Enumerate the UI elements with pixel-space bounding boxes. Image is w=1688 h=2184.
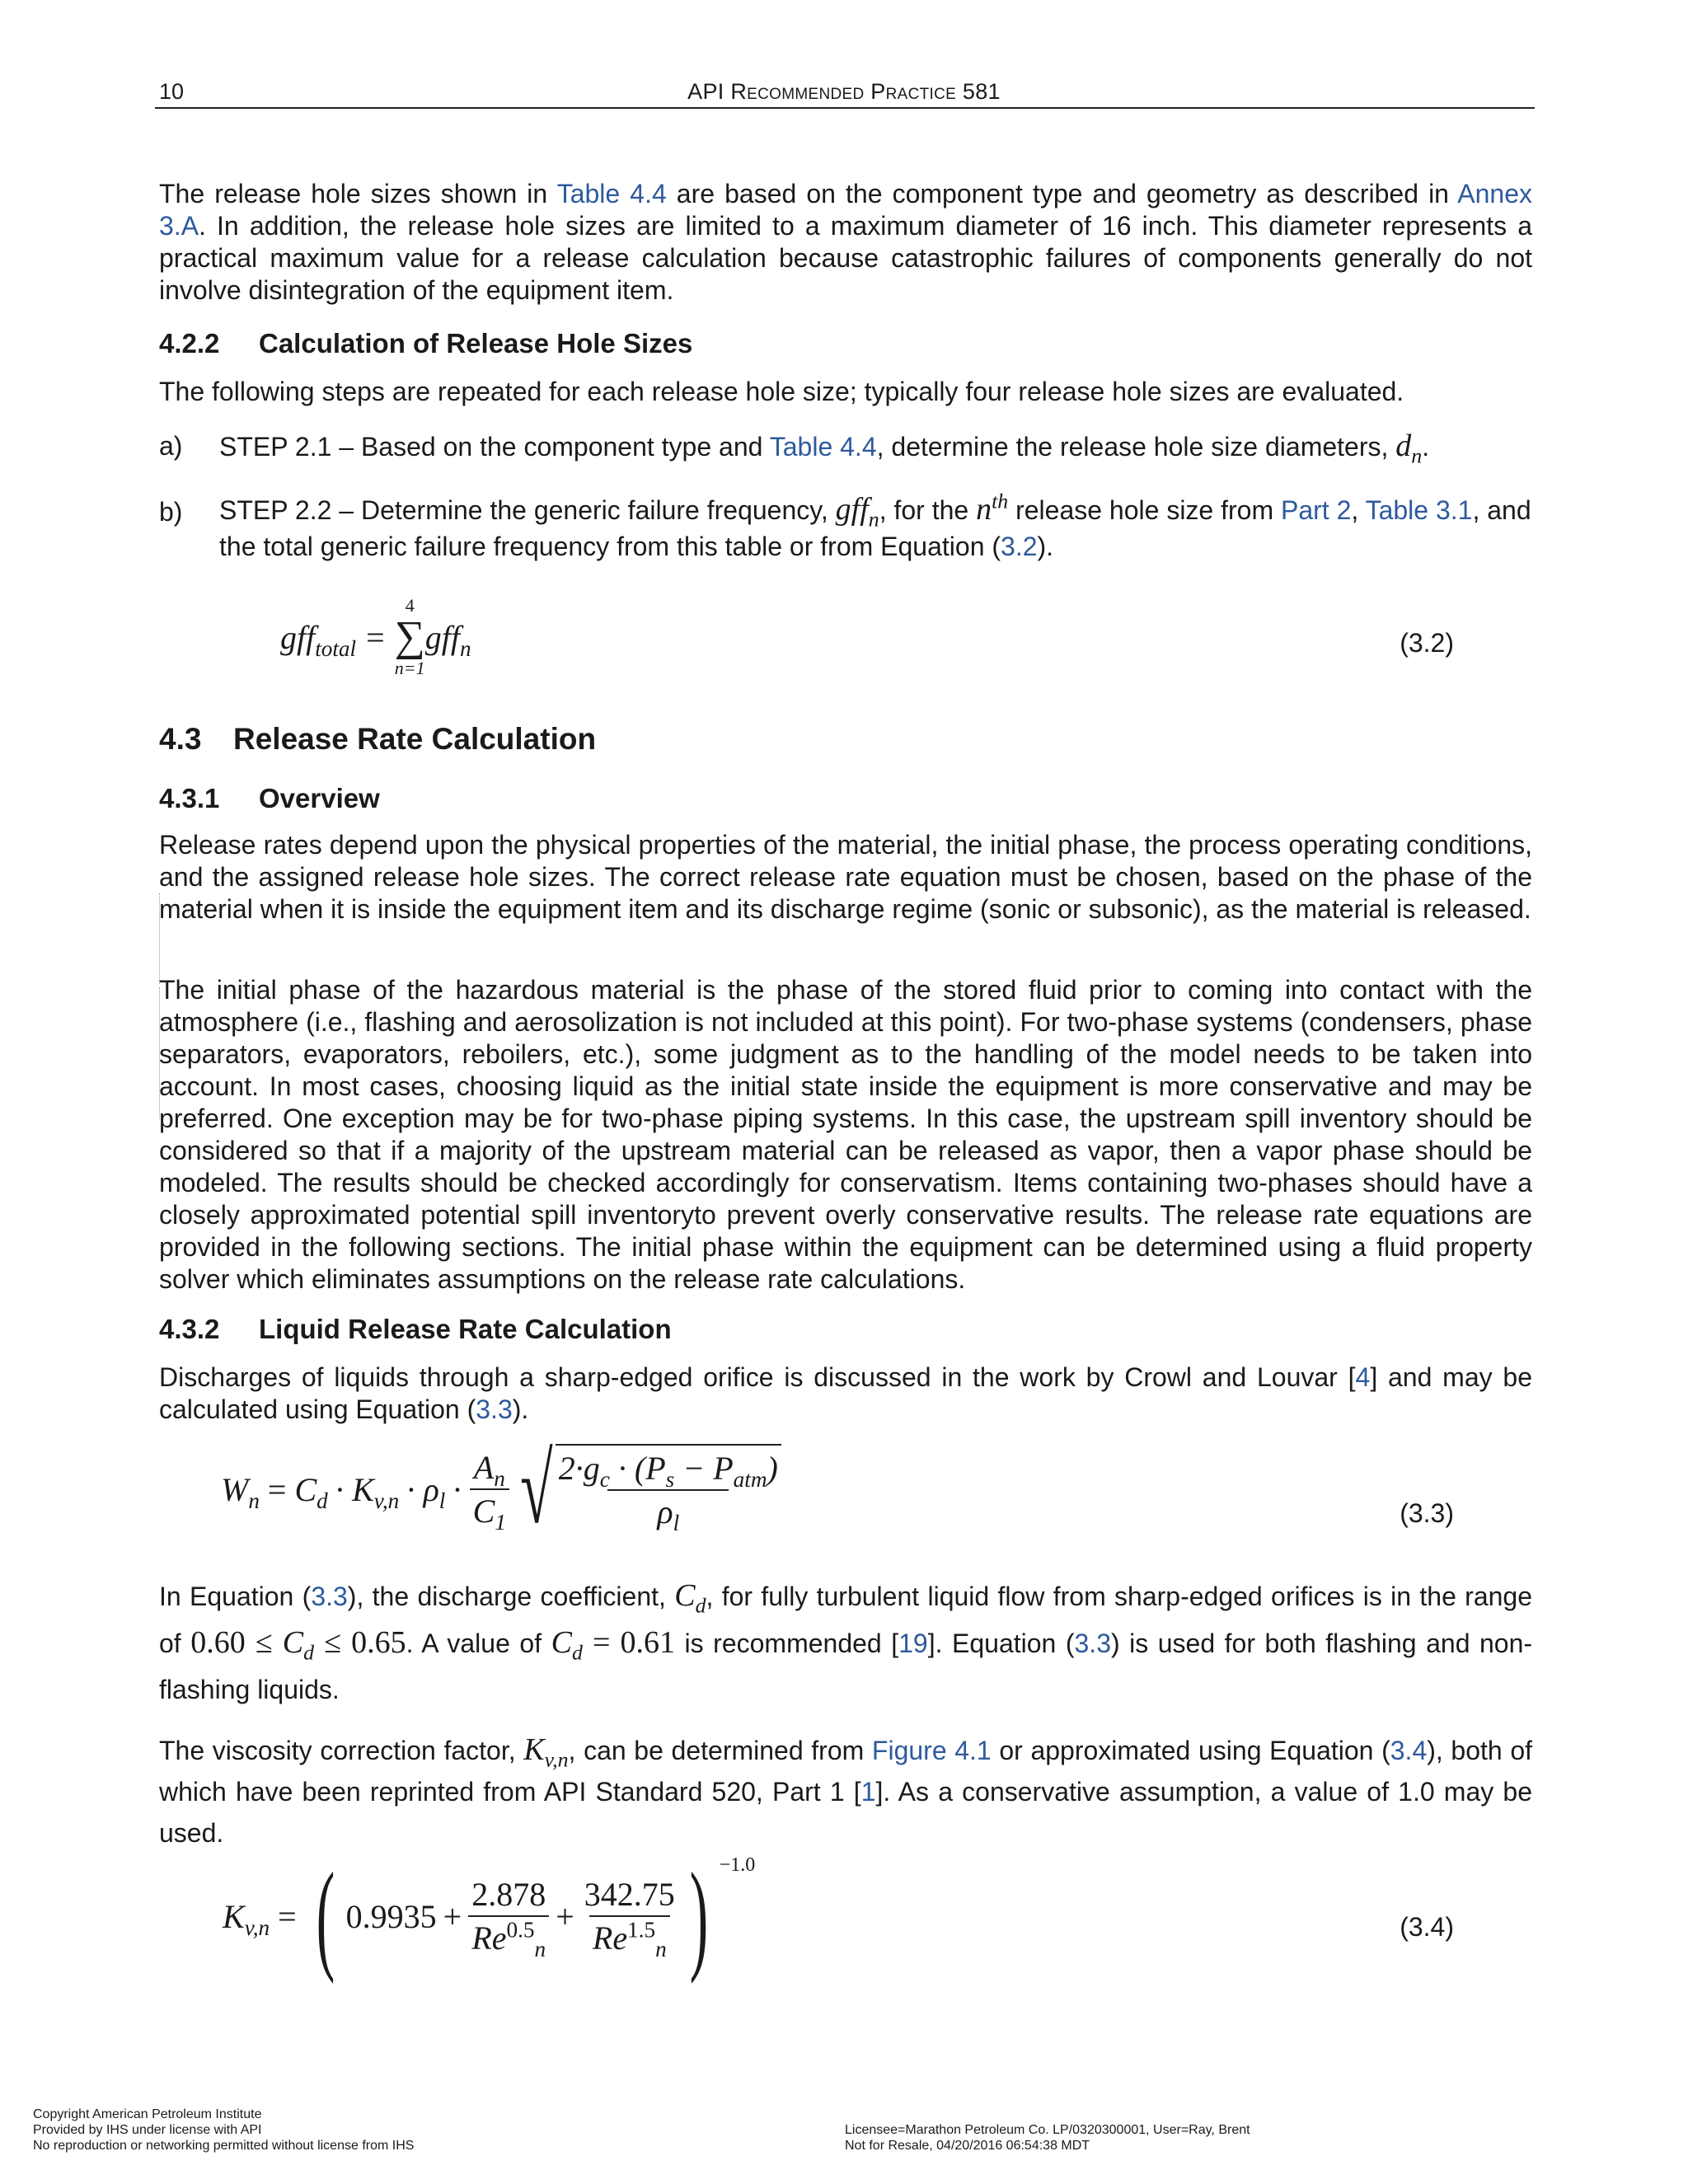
- section-4-3-1-heading: 4.3.1 Overview: [159, 783, 380, 813]
- equation-number-3-2: (3.2): [1400, 628, 1454, 658]
- summation-symbol: 4 ∑ n=1: [394, 595, 425, 678]
- document-page: 10 API Recommended Practice 581 The release hole sizes shown in Table 4.4 are based on the component type and geometry as described in Annex 3.A. In addition, the release hole sizes are limited to a maximum diameter of 16 inch. This diameter represents a practical maximum value for a release calculation because catastrophic failures of components generally do not involve disintegration of the equipment item. 4.2.2 Calculation of Release Hole Sizes The following steps are repeated for each release hole size; typically four release hole sizes are evaluated. a) STEP 2.1 – Based on the component type and Table 4.4, determine the release hole size diameters, $d_n$. b) STEP 2.2 – Determine the generic failure frequency, gff$_n$, for the $n^{th}$ release hole size from Part 2, Table 3.1, and the total generic failure frequency from this table or from Equation (3.2). gff$_{total}$ = 4 ∑ n=1 gff$_n$ (3.2) 4.3 Release Rate Calculation 4.3.1 Overview Release rates depend upon the physical properties of the material, the initial phase, the process operating conditions, and the assigned release hole sizes. The correct release rate equation must be chosen, based on the phase of the material when it is inside the equipment item and its discharge regime (sonic or subsonic), as the material is released. The initial phase of the hazardous material is the phase of the stored fluid prior to coming into contact with the atmosphere (i.e., flashing and aerosolization is not included at this point). For two-phase systems (condensers, phase separators, evaporators, reboilers, etc.), some judgment as to the handling of the model needs to be taken into account. In most cases, choosing liquid as the initial state inside the equipment is more conservative and may be preferred. One exception may be for two-phase piping systems. In this case, the upstream spill inventory should be considered so that if a majority of the upstream material can be released as vapor, then a vapor phase should be modeled. The results should be checked accordingly for conservatism. Items containing two-phases should have a closely approximated potential spill inventoryto prevent overly conservative results. The release rate equations are provided in the following sections. The initial phase within the equipment can be determined using a fluid property solver which eliminates assumptions on the release rate calculations. 4.3.2 Liquid Release Rate Calculation Discharges of liquids through a sharp-edged orifice is discussed in the work by Crowl and Louvar [4] and may be calculated using Equation (3.3). $W_n$ = $C_d$ · $K_{v,n}$ · $\rho_l$ · $\frac{A_n}{C_1}$ √ $\frac{2\cdot g_c \cdot (P_s - P_{atm})}{\rho_l}$ (3.3) In Equation (3.3), the discharge coefficient, $C_d$, for fully turbulent liquid flow from sharp-edged orifices is in the range of $0.60 \le C_d \le 0.65$. A value of $C_d = 0.61$ is recommended [19]. Equation (3.3) is used for both flashing and non-flashing liquids. The viscosity correction factor, $K_{v,n}$, can be determined from Figure 4.1 or approximated using Equation (3.4), both of which have been reprinted from API Standard 520, Part 1 [1]. As a conservative assumption, a value of 1.0 may be used. $K_{v,n}$ = ( 0.9935 + $\frac{2.878}{Re^{0.5}_n}$ + $\frac{342.75}{Re^{1.5}_n}$ ) −1.0 (3.4) Copyright American Petroleum Institute Provided by IHS under license with API No reproduction or networking permitted without license from IHS Licensee=Marathon Petroleum Co. LP/0320300001, User=Ray, Brent Not for Resale, 04/20/2016 06:54:38 MDT: [0, 0, 1688, 2184]
- intro-paragraph: The release hole sizes shown in Table 4.4 are based on the component type and geometry as described in Annex 3.A. In addition, the release hole sizes are limited to a maximum diameter of 16 inch. This diameter represents a practical maximum value for a release calculation because catastrophic failures of components generally do not involve disintegration of the equipment item.: [159, 179, 1533, 305]
- radical-sign: √: [520, 1434, 553, 1544]
- table-4-4-link[interactable]: Table 4.4: [769, 432, 877, 462]
- liquid-release-paragraph: Discharges of liquids through a sharp-edged orifice is discussed in the work by Crowl and Louvar [4] and may be calculated using Equation (3.3).: [159, 1362, 1533, 1424]
- eq-3-3-link[interactable]: 3.3: [476, 1394, 513, 1424]
- margin-marker: [159, 893, 160, 984]
- table-3-1-link[interactable]: Table 3.1: [1365, 495, 1473, 525]
- overview-paragraph-2: The initial phase of the hazardous material is the phase of the stored fluid prior to coming into contact with the atmosphere (i.e., flashing and aerosolization is not included at this point). For two-phase systems (condensers, phase separators, evaporators, reboilers, etc.), some judgment as to the handling of the model needs to be taken into account. In most cases, choosing liquid as the initial state inside the equipment is more conservative and may be preferred. One exception may be for two-phase piping systems. In this case, the upstream spill inventory should be considered so that if a majority of the upstream material can be released as vapor, then a vapor phase should be modeled. The results should be checked accordingly for conservatism. Items containing two-phases should have a closely approximated potential spill inventoryto prevent overly conservative results. The release rate equations are provided in the following sections. The initial phase within the equipment can be determined using a fluid property solver which eliminates assumptions on the release rate calculations.: [159, 975, 1532, 1294]
- section-4-3-2-heading: 4.3.2 Liquid Release Rate Calculation: [159, 1314, 672, 1344]
- footer-left: Copyright American Petroleum Institute Provided by IHS under license with API No reproduction or networking permitted without license from IHS: [33, 2107, 415, 2153]
- equation-number-3-4: (3.4): [1400, 1912, 1454, 1942]
- cd-symbol: $C_d$: [674, 1578, 706, 1618]
- part-2-link[interactable]: Part 2: [1281, 495, 1352, 525]
- left-paren: (: [316, 1848, 335, 1985]
- ref-4-link[interactable]: 4: [1355, 1362, 1371, 1392]
- section-4-2-2-intro: The following steps are repeated for each release hole size; typically four release hole sizes are evaluated.: [159, 377, 1404, 406]
- ref-19-link[interactable]: 19: [898, 1629, 928, 1658]
- page-number: 10: [159, 79, 185, 104]
- gff-n-symbol: gff$_n$: [835, 492, 879, 532]
- equation-3-4: $K_{v,n}$ = ( 0.9935 + $\frac{2.878}{Re^{0.5}_n}$ + $\frac{342.75}{Re^{1.5}_n}$ ) −1.0: [223, 1848, 756, 1985]
- footer-right: Licensee=Marathon Petroleum Co. LP/0320300001, User=Ray, Brent Not for Resale, 04/20/2016 06:54:38 MDT: [845, 2123, 1250, 2153]
- eq-3-3-link[interactable]: 3.3: [311, 1582, 348, 1611]
- kvn-symbol: $K_{v,n}$: [523, 1732, 569, 1772]
- header-rule: [155, 107, 1535, 109]
- running-header-title: API Recommended Practice 581: [687, 79, 1001, 104]
- viscosity-correction-paragraph: The viscosity correction factor, $K_{v,n}$, can be determined from Figure 4.1 or approximated using Equation (3.4), both of which have been reprinted from API Standard 520, Part 1 [1]. As a conservative assumption, a value of 1.0 may be used.: [159, 1732, 1533, 1848]
- equation-number-3-3: (3.3): [1400, 1498, 1454, 1528]
- eq-3-4-link[interactable]: 3.4: [1390, 1736, 1428, 1765]
- cd-value: $C_d = 0.61$: [551, 1625, 676, 1665]
- area-fraction: $\frac{A_n}{C_1}$: [470, 1448, 509, 1530]
- equation-3-2: gff$_{total}$ = 4 ∑ n=1 gff$_n$: [280, 595, 471, 678]
- table-4-4-link[interactable]: Table 4.4: [556, 179, 667, 209]
- section-4-3-heading: 4.3 Release Rate Calculation: [159, 722, 597, 756]
- overview-paragraph-1: Release rates depend upon the physical properties of the material, the initial phase, the process operating conditions, and the assigned release hole sizes. The correct release rate equation must be chosen, based on the phase of the material when it is inside the equipment item and its discharge regime (sonic or subsonic), as the material is released.: [159, 830, 1532, 924]
- nth-symbol: $n^{th}$: [976, 489, 1009, 527]
- eq-3-3-link[interactable]: 3.3: [1074, 1629, 1111, 1658]
- eq-3-2-link[interactable]: 3.2: [1001, 532, 1038, 561]
- annex-3a-link[interactable]: Annex 3.A: [159, 179, 1533, 241]
- dn-symbol: $d_n$: [1395, 429, 1423, 468]
- equation-3-3: $W_n$ = $C_d$ · $K_{v,n}$ · $\rho_l$ · $\frac{A_n}{C_1}$ √ $\frac{2\cdot g_c \cdot (P_s - P_{atm})}{\rho_l}$: [221, 1444, 781, 1535]
- section-4-2-2-heading: 4.2.2 Calculation of Release Hole Sizes: [159, 328, 693, 359]
- figure-4-1-link[interactable]: Figure 4.1: [871, 1736, 992, 1765]
- ref-1-link[interactable]: 1: [860, 1777, 876, 1807]
- square-root: √ $\frac{2\cdot g_c \cdot (P_s - P_{atm})}{\rho_l}$: [509, 1444, 781, 1535]
- right-paren: ): [689, 1848, 708, 1985]
- discharge-coefficient-paragraph: In Equation (3.3), the discharge coefficient, $C_d$, for fully turbulent liquid flow from sharp-edged orifices is in the range of $0.60 \le C_d \le 0.65$. A value of $C_d = 0.61$ is recommended [19]. Equation (3.3) is used for both flashing and non-flashing liquids.: [159, 1578, 1533, 1704]
- cd-range: $0.60 \le C_d \le 0.65$: [190, 1625, 406, 1665]
- margin-marker: [159, 987, 160, 1119]
